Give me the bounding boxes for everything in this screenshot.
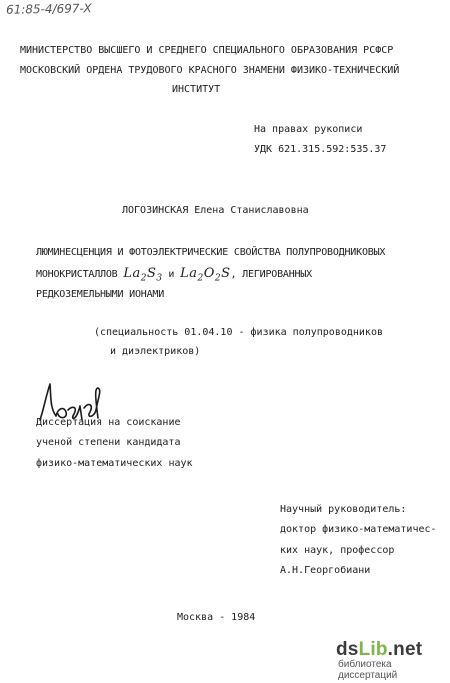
archive-stamp: 61:85-4/697-X <box>5 1 92 17</box>
header-line-2: МОСКОВСКИЙ ОРДЕНА ТРУДОВОГО КРАСНОГО ЗНАМЕНИ ФИЗИКО-ТЕХНИЧЕСКИЙ <box>20 65 400 76</box>
watermark[interactable] <box>336 639 450 681</box>
advisor-line-4: А.Н.Георгобиани <box>280 565 371 576</box>
author-name: ЛОГОЗИНСКАЯ Елена Станиславовна <box>122 205 309 216</box>
header-line-1: МИНИСТЕРСТВО ВЫСШЕГО И СРЕДНЕГО СПЕЦИАЛЬНОГО ОБРАЗОВАНИЯ РСФСР <box>20 45 394 56</box>
advisor-line-1: Научный руководитель: <box>280 504 407 515</box>
udc-line: УДК 621.315.592:535.37 <box>254 144 387 155</box>
formula-la2s3: $La_2S_3$ <box>123 266 163 284</box>
title-line-1: ЛЮМИНЕСЦЕНЦИЯ И ФОТОЭЛЕКТРИЧЕСКИЕ СВОЙСТВА ПОЛУПРОВОДНИКОВЫХ <box>36 247 386 258</box>
watermark-logo: dsLib.net <box>336 639 423 660</box>
advisor-line-2: доктор физико-математичес- <box>280 524 437 535</box>
title-line-2-start: МОНОКРИСТАЛЛОВ <box>36 269 118 280</box>
dissertation-line-1: Диссертация на соискание <box>36 417 181 428</box>
footer-city-year: Москва - 1984 <box>177 612 256 623</box>
advisor-line-3: ких наук, профессор <box>280 545 395 556</box>
watermark-subtitle: библиотека диссертаций <box>338 659 398 681</box>
rights-line: На правах рукописи <box>254 124 363 135</box>
title-line-2-end: , ЛЕГИРОВАННЫХ <box>230 269 313 280</box>
conjunction: и <box>168 269 175 280</box>
dissertation-line-2: ученой степени кандидата <box>36 437 181 448</box>
formula-la2o2s: $La_2O_2S$ <box>180 266 231 284</box>
header-line-3: ИНСТИТУТ <box>172 84 221 95</box>
specialty-line-1: (специальность 01.04.10 - физика полупроводников <box>94 327 383 338</box>
specialty-line-2: и диэлектриков) <box>110 346 201 357</box>
title-line-3: РЕДКОЗЕМЕЛЬНЫМИ ИОНАМИ <box>36 289 165 300</box>
title-line-2 <box>36 268 312 285</box>
dissertation-line-3: физико-математических наук <box>36 458 193 469</box>
